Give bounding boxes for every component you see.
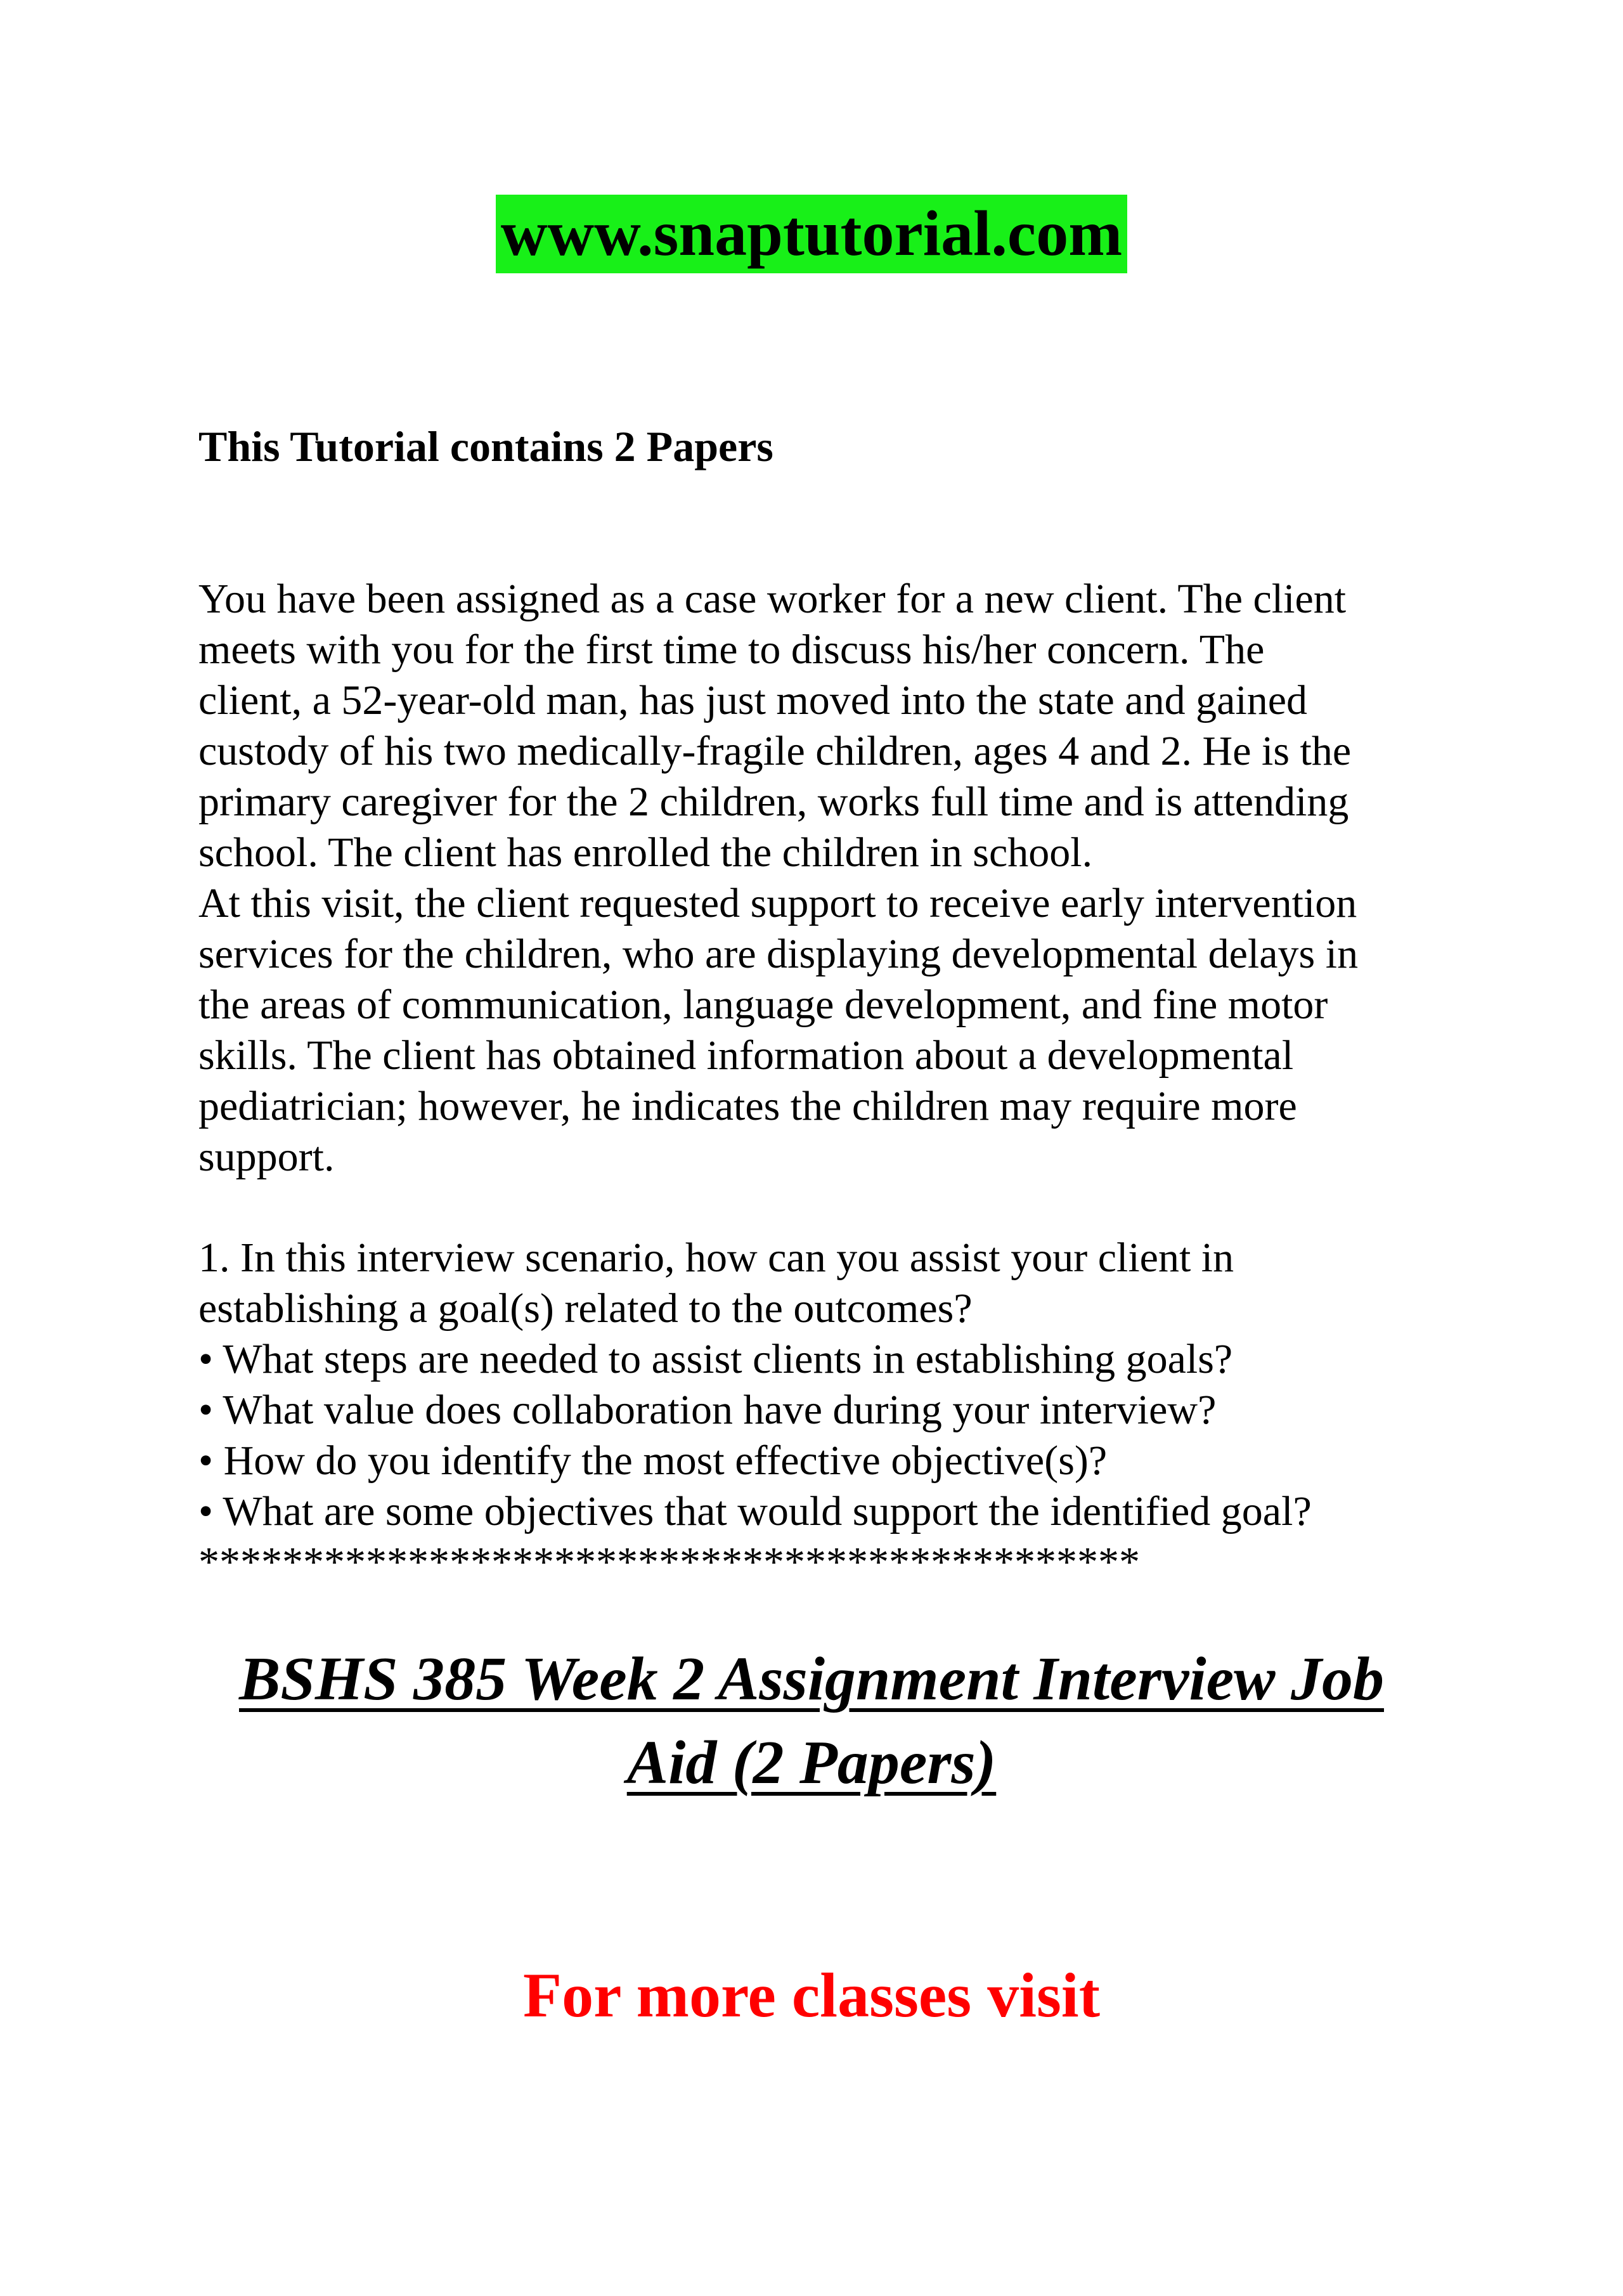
question-line: 1. In this interview scenario, how can you assist your client in: [198, 1235, 1234, 1281]
question-bullet: • What are some objectives that would support the identified goal?: [198, 1488, 1312, 1534]
site-banner-container: [0, 195, 1623, 273]
assignment-title: [0, 1637, 1623, 1805]
scenario-line: services for the children, who are displaying developmental delays in: [198, 931, 1359, 977]
scenario-line: At this visit, the client requested support to receive early intervention: [198, 880, 1357, 926]
scenario-line: pediatrician; however, he indicates the children may require more: [198, 1083, 1297, 1129]
question-bullet: • What steps are needed to assist clients in establishing goals?: [198, 1336, 1233, 1382]
scenario-line: school. The client has enrolled the children in school.: [198, 829, 1093, 876]
more-classes-text: For more classes visit: [522, 1960, 1100, 2030]
site-url-banner[interactable]: www.snaptutorial.com: [496, 195, 1127, 273]
asterisk-separator: *********************************************: [198, 1539, 1140, 1585]
question-bullet: • What value does collaboration have during your interview?: [198, 1387, 1217, 1433]
questions-list: [198, 1233, 1466, 1588]
scenario-line: primary caregiver for the 2 children, works full time and is attending: [198, 779, 1349, 825]
scenario-line: the areas of communication, language development, and fine motor: [198, 982, 1328, 1028]
assignment-title-line: Aid (2 Papers): [626, 1728, 997, 1797]
scenario-line: skills. The client has obtained information about a developmental: [198, 1032, 1294, 1079]
scenario-line: custody of his two medically-fragile children, ages 4 and 2. He is the: [198, 728, 1352, 774]
scenario-line: You have been assigned as a case worker for a new client. The client: [198, 576, 1347, 622]
question-line: establishing a goal(s) related to the outcomes?: [198, 1285, 973, 1332]
scenario-line: client, a 52-year-old man, has just moved into the state and gained: [198, 677, 1307, 723]
tutorial-intro: This Tutorial contains 2 Papers: [198, 422, 773, 470]
scenario-line: meets with you for the first time to discuss his/her concern. The: [198, 626, 1265, 673]
scenario-line: support.: [198, 1134, 335, 1180]
scenario-paragraph: [198, 574, 1466, 1183]
question-bullet: • How do you identify the most effective objective(s)?: [198, 1437, 1108, 1484]
assignment-title-line: BSHS 385 Week 2 Assignment Interview Job: [239, 1645, 1384, 1713]
